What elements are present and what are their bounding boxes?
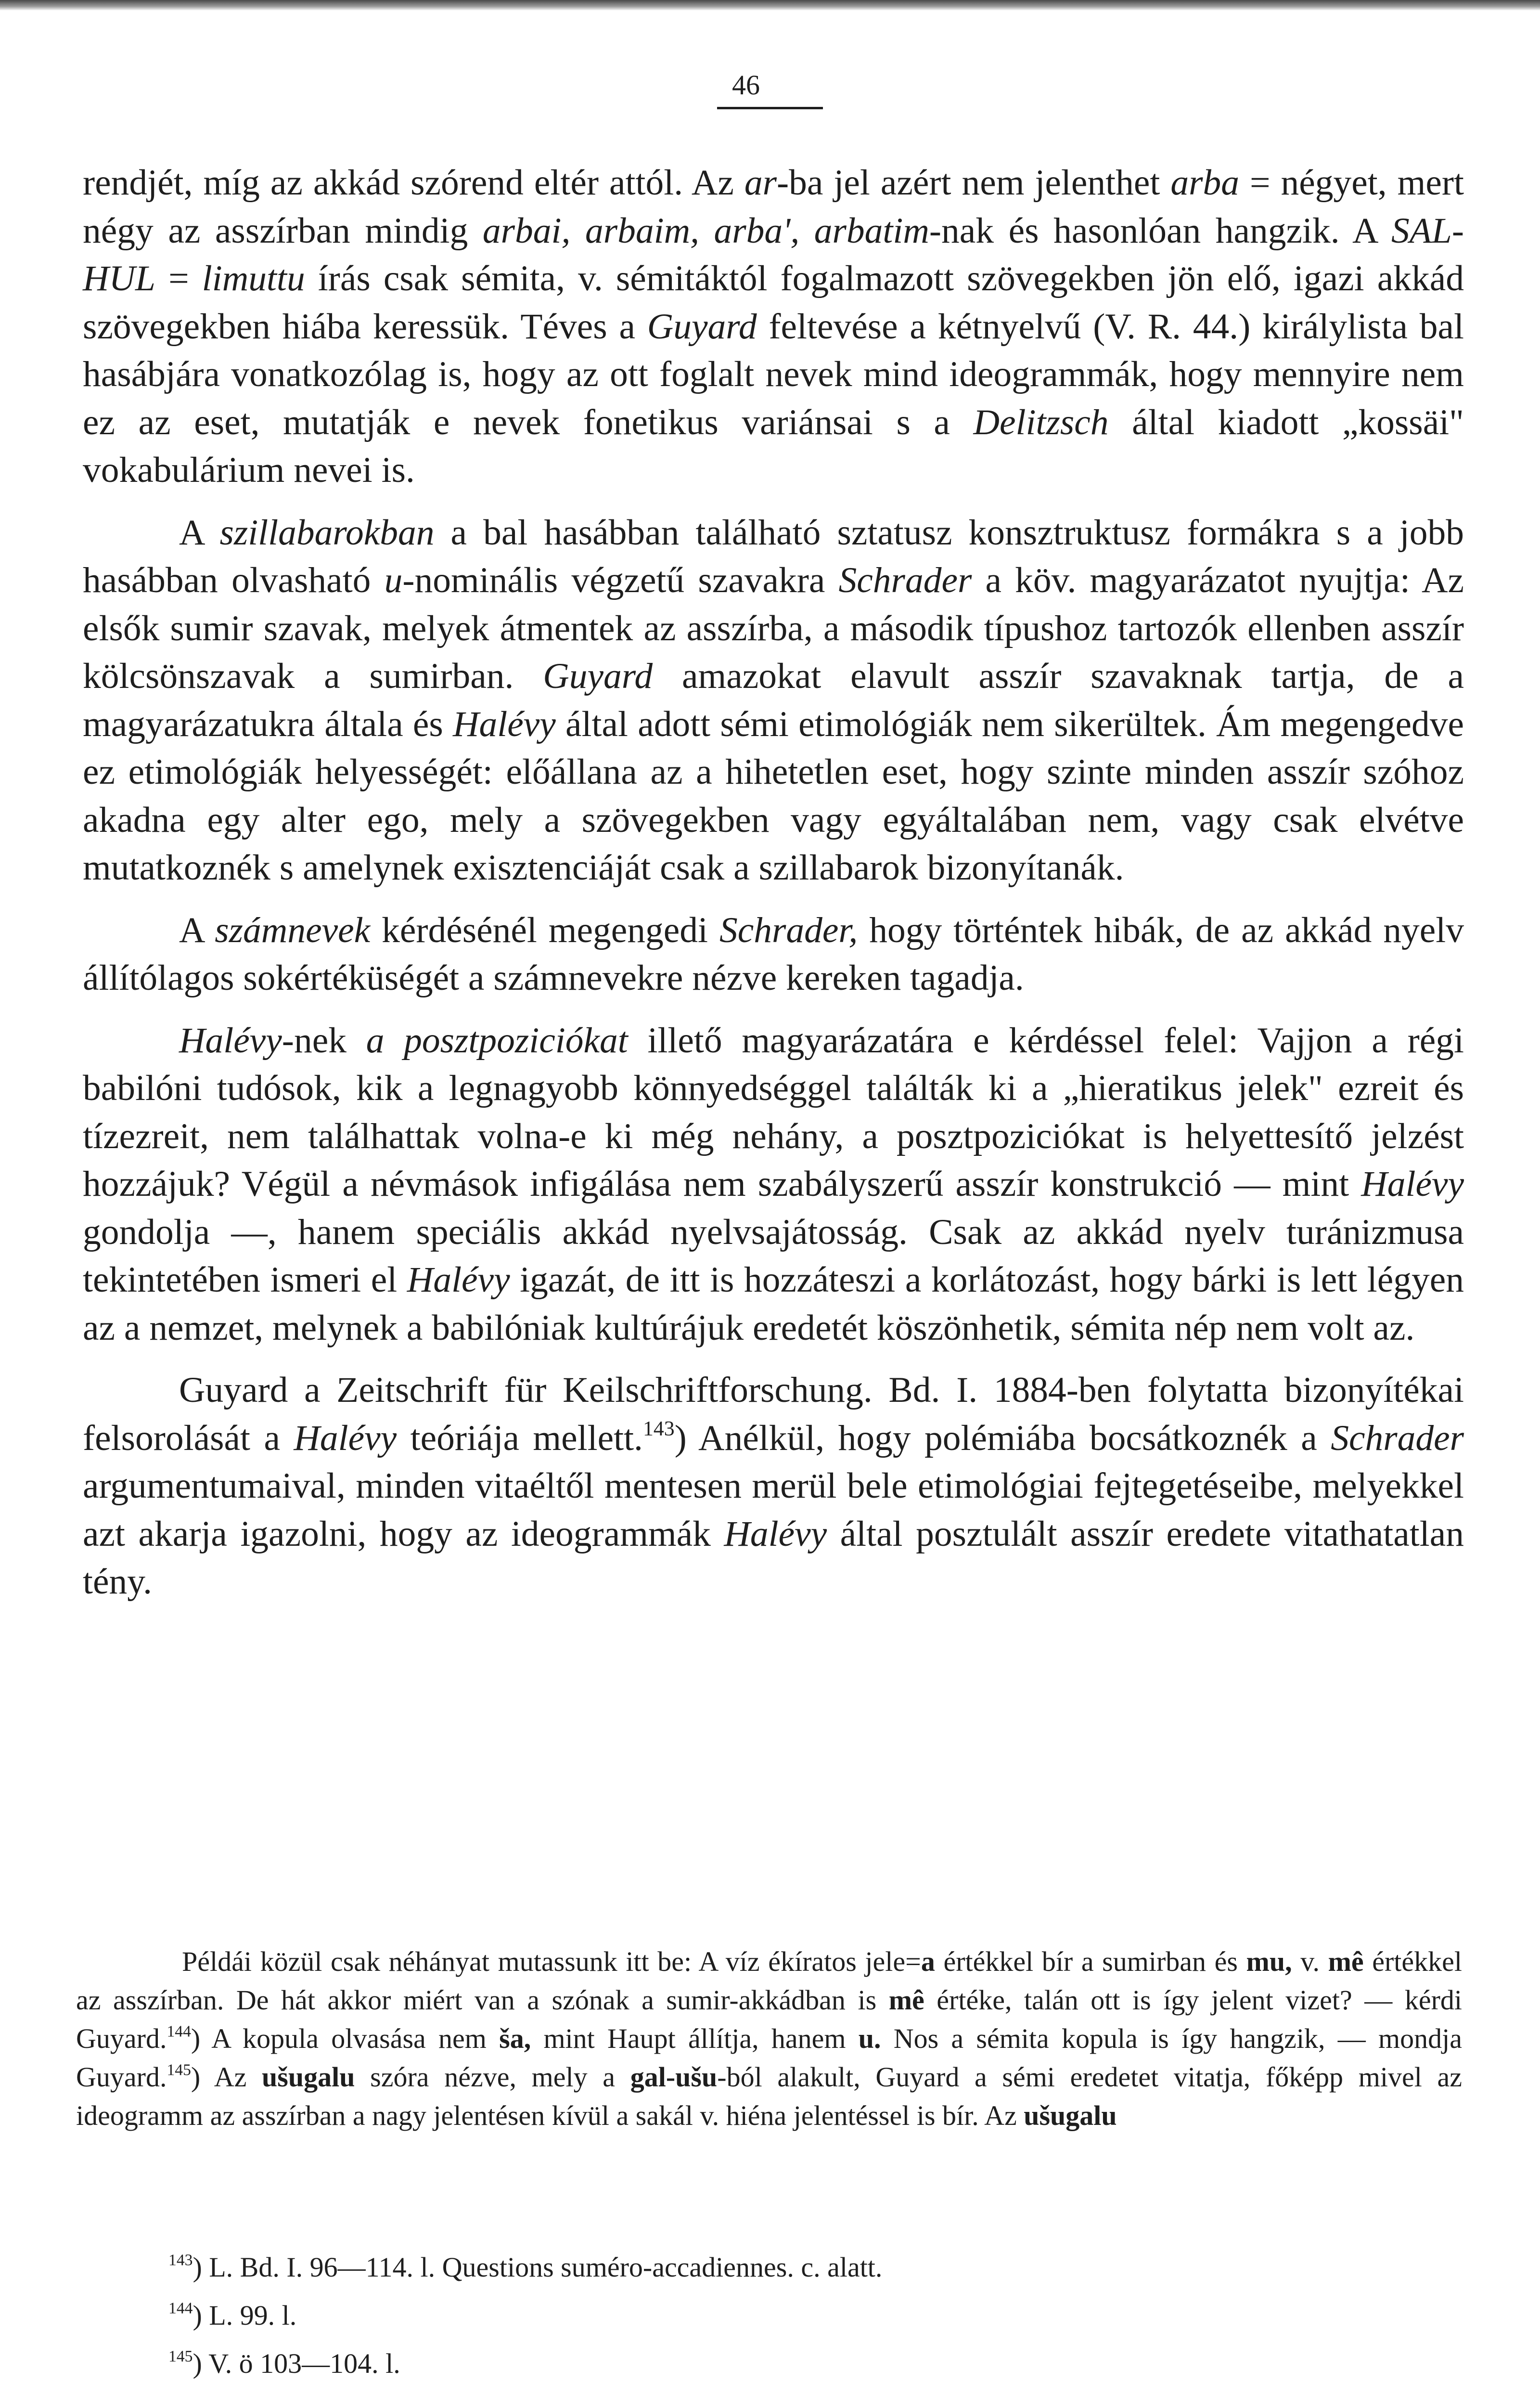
text-segment: által posztulált asszír eredete vitathatatlan tény. — [83, 1514, 1464, 1602]
footnote-segment: mê — [888, 1984, 924, 2016]
text-segment: Schrader — [838, 560, 972, 600]
footnote-paragraph — [76, 1942, 1462, 2135]
footnote-segment: szóra nézve, mely a — [355, 2061, 630, 2093]
text-segment: = négyet, mert négy az asszírban mindig — [83, 163, 1464, 251]
reference-note — [168, 2291, 1444, 2340]
paragraph-1 — [83, 159, 1464, 494]
text-segment: rendjét, míg az akkád szórend eltér attól. Az — [83, 163, 744, 203]
footnote-segment: gal-ušu — [630, 2061, 718, 2093]
page-number-underline — [717, 107, 823, 109]
text-segment: argumentumaival, minden vitaéltől mentesen merül bele etimológiai fejtegetéseibe, melyekkel azt akarja igazolni, hogy az ideogrammák — [83, 1466, 1464, 1554]
footnote-segment: u. — [858, 2023, 881, 2054]
footnote-segment: értékkel az asszírban. De hát akkor miért van a szónak a sumir-akkádban is — [76, 1946, 1462, 2016]
footnote-segment: 144 — [167, 2022, 191, 2041]
footnote-segment: Nos a sémita kopula is így hangzik, — mondja Guyard. — [76, 2023, 1462, 2093]
text-segment: arbai, arbaim, arba', arbatim — [482, 210, 929, 251]
paragraph-3 — [83, 906, 1464, 1002]
reference-notes — [168, 2243, 1444, 2388]
footnote-segment: ša, — [499, 2023, 531, 2054]
text-segment: = — [155, 259, 202, 298]
footnote-segment: ušugalu — [262, 2061, 355, 2093]
text-segment: Halévy — [453, 704, 556, 744]
footnote-segment: értéke, talán ott is így jelent vizet? — kérdi Guyard. — [76, 1984, 1462, 2054]
text-segment: a posztpoziciókat — [366, 1020, 628, 1061]
reference-note — [168, 2243, 1444, 2291]
text-segment: ar — [744, 163, 777, 203]
footnote-segment: ušugalu — [1024, 2100, 1117, 2131]
text-segment: által kiadott „kossäi" vokabulárium nevei is. — [83, 402, 1464, 490]
text-segment: hogy történtek hibák, de az akkád nyelv állítólagos sokértéküségét a számnevekre nézve kereken tagadja. — [83, 910, 1464, 998]
text-segment: Halévy — [294, 1418, 397, 1458]
text-segment: ) Anélkül, hogy polémiába bocsátkoznék a — [674, 1418, 1331, 1458]
text-segment: számnevek — [215, 910, 371, 950]
text-segment: Halévy — [407, 1260, 510, 1300]
text-segment: -nominális végzetű szavakra — [402, 560, 839, 600]
paragraph-2 — [83, 509, 1464, 892]
text-segment: teóriája mellett. — [397, 1418, 643, 1458]
footnote-segment: értékkel bír a sumirban és — [935, 1946, 1246, 1977]
footnote-segment: a — [921, 1946, 935, 1977]
text-segment: kérdésénél megengedi — [370, 910, 719, 950]
text-segment: írás csak sémita, v. sémitáktól fogalmazott szövegekben jön elő, igazi akkád szövegekben hiába keressük. Téves a — [83, 259, 1464, 347]
reference-note — [168, 2340, 1444, 2388]
text-segment: limuttu — [202, 259, 305, 298]
text-segment: SAL-HUL — [83, 210, 1464, 298]
text-segment: u — [384, 560, 403, 600]
reference-text: ) L. Bd. I. 96—114. l. Questions suméro-accadiennes. c. alatt. — [192, 2252, 883, 2283]
footnote-segment: 145 — [167, 2061, 191, 2079]
text-segment: Schrader — [1331, 1418, 1464, 1458]
text-segment: Halévy — [179, 1020, 282, 1061]
text-segment: 143 — [642, 1416, 675, 1440]
footnote-segment: mint Haupt állítja, hanem — [531, 2023, 859, 2054]
reference-text: ) V. ö 103—104. l. — [192, 2348, 400, 2379]
text-segment: Schrader, — [719, 910, 858, 950]
main-text — [83, 159, 1464, 1606]
text-segment: -ba jel azért nem jelenthet — [777, 163, 1171, 203]
footnote-segment: -ból alakult, Guyard a sémi eredetet vitatja, főképp mivel az ideogramm az asszírban a nagy jelentésen kívül a sakál v. hiéna jelentéssel is bír. Az — [76, 2061, 1462, 2131]
reference-number: 144 — [168, 2299, 193, 2317]
footnote-segment: v. — [1292, 1946, 1328, 1977]
text-segment: -nak és hasonlóan hangzik. A — [929, 210, 1391, 251]
paragraph-4 — [83, 1017, 1464, 1352]
text-segment: feltevése a kétnyelvű (V. R. 44.) királylista bal hasábjára vonatkozólag is, hogy az ott foglalt nevek mind ideogrammák, hogy mennyire nem ez az eset, mutatják e nevek fonetikus variánsai s a — [83, 306, 1464, 442]
text-segment: szillabarokban — [219, 512, 435, 553]
text-segment: Guyard a Zeitschrift für Keilschriftforschung. Bd. I. 1884-ben folytatta bizonyítékai felsorolását a — [83, 1370, 1464, 1458]
reference-number: 143 — [168, 2251, 193, 2269]
footnote-continuation — [76, 1942, 1462, 2135]
footnote-segment: mu, — [1246, 1946, 1292, 1977]
footnote-segment: Példái közül csak néhányat mutassunk itt be: A víz ékíratos jele= — [182, 1946, 921, 1977]
text-segment: a bal hasábban található sztatusz konsztruktusz formákra s a jobb hasábban olvasható — [83, 512, 1464, 600]
text-segment: arba — [1170, 163, 1239, 203]
page-number: 46 — [732, 69, 760, 101]
text-segment: Delitzsch — [973, 402, 1109, 442]
page-top-edge — [0, 0, 1540, 11]
text-segment: igazát, de itt is hozzáteszi a korlátozást, hogy bárki is lett légyen az a nemzet, melynek a babilóniak kultúrájuk eredetét köszönhetik, sémita nép nem volt az. — [83, 1260, 1464, 1348]
text-segment: -nek — [282, 1020, 366, 1061]
footnote-segment: ) Az — [191, 2061, 262, 2093]
text-segment: Halévy — [724, 1514, 827, 1554]
text-segment: Guyard — [543, 656, 653, 696]
text-segment: A — [179, 910, 215, 950]
text-segment: A — [179, 512, 220, 553]
footnote-segment: mê — [1328, 1946, 1364, 1977]
text-segment: amazokat elavult asszír szavaknak tartja, de a magyarázatukra általa és — [83, 656, 1464, 744]
text-segment: illető magyarázatára e kérdéssel felel: Vajjon a régi babilóni tudósok, kik a legnagyobb könnyedséggel találták ki a „hieratikus jelek" ezreit és tízezreit, nem találhattak volna-e ki még nehány, a posztpoziciókat is helyettesítő jelzést hozzájuk? Végül a névmások infigálása nem szabályszerű asszír konstrukció — mint — [83, 1020, 1464, 1204]
paragraph-5 — [83, 1366, 1464, 1606]
text-segment: Halévy — [1361, 1164, 1464, 1204]
text-segment: Guyard — [647, 306, 757, 347]
reference-number: 145 — [168, 2347, 193, 2366]
footnote-segment: ) A kopula olvasása nem — [191, 2023, 500, 2054]
text-segment: gondolja —, hanem speciális akkád nyelvsajátosság. Csak az akkád nyelv turánizmusa tekintetében ismeri el — [83, 1212, 1464, 1300]
text-segment: által adott sémi etimológiák nem sikerültek. Ám megengedve ez etimológiák helyességét: előállana az a hihetetlen eset, hogy szinte minden asszír szóhoz akadna egy alter ego, mely a szövegekben vagy egyáltalában nem, vagy csak elvétve mutatkoznék s amelynek exisztenciáját csak a szillabarok bizonyítanák. — [83, 704, 1464, 888]
reference-text: ) L. 99. l. — [192, 2300, 297, 2331]
text-segment: a köv. magyarázatot nyujtja: Az elsők sumir szavak, melyek átmentek az asszírba, a második típushoz tartozók ellenben asszír kölcsönszavak a sumirban. — [83, 560, 1464, 696]
